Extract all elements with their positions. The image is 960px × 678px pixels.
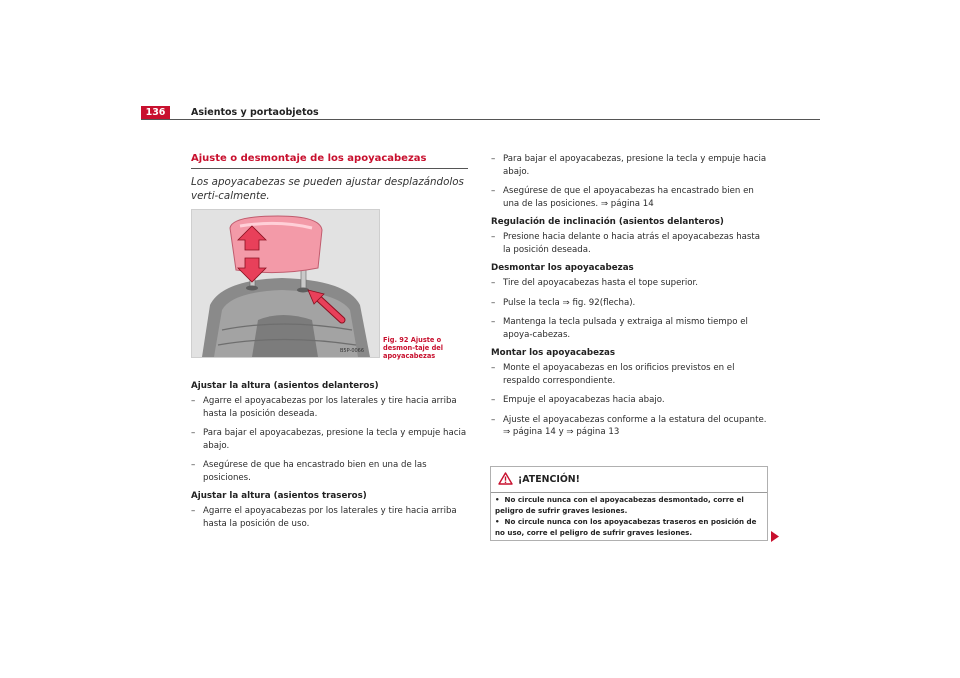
list-item: – Monte el apoyacabezas en los orificios previstos en el respaldo correspondiente. <box>491 363 735 386</box>
list-item: – Empuje el apoyacabezas hacia abajo. <box>491 395 665 405</box>
subheading-front-height: Ajustar la altura (asientos delanteros) <box>191 381 379 391</box>
subheading-rear-height: Ajustar la altura (asientos traseros) <box>191 491 367 501</box>
warning-title: ¡ATENCIÓN! <box>518 474 580 485</box>
list-item: – Asegúrese de que el apoyacabezas ha encastrado bien en una de las posiciones. ⇒ página 14 <box>491 186 754 209</box>
list-item: – Pulse la tecla ⇒ fig. 92(flecha). <box>491 297 636 308</box>
list-item: – Mantenga la tecla pulsada y extraiga al mismo tiempo el apoya-cabezas. <box>491 317 748 340</box>
headrest-illustration <box>191 209 380 358</box>
figure-code: B5P-0066 <box>340 348 365 354</box>
continue-arrow-icon <box>770 531 780 542</box>
running-header: Asientos y portaobjetos <box>191 107 319 118</box>
list-item: – Asegúrese de que ha encastrado bien en una de las posiciones. <box>191 460 427 483</box>
list-item: – Presione hacia delante o hacia atrás el apoyacabezas hasta la posición deseada. <box>491 232 761 255</box>
warning-triangle-icon <box>498 472 513 485</box>
list-item: – Para bajar el apoyacabezas, presione la tecla y empuje hacia abajo. <box>191 428 467 451</box>
list-item: – Ajuste el apoyacabezas conforme a la estatura del ocupante. ⇒ página 14 y ⇒ página 13 <box>491 414 767 437</box>
warning-item: • No circule nunca con los apoyacabezas traseros en posición de no uso, corre el peligro de sufrir graves lesiones. <box>495 517 757 537</box>
warning-box <box>490 466 768 541</box>
list-item: – Agarre el apoyacabezas por los laterales y tire hacia arriba hasta la posición de uso. <box>191 506 457 529</box>
right-column <box>491 153 768 446</box>
figure-caption: Fig. 92 Ajuste o desmon-taje del apoyacabezas <box>383 336 444 360</box>
page-number: 136 <box>141 106 170 120</box>
left-column <box>191 153 468 537</box>
list-item: – Para bajar el apoyacabezas, presione la tecla y empuje hacia abajo. <box>491 154 767 177</box>
list-item: – Tire del apoyacabezas hasta el tope superior. <box>491 278 699 288</box>
subheading-inclination: Regulación de inclinación (asientos delanteros) <box>491 217 724 227</box>
subheading-install: Montar los apoyacabezas <box>491 348 616 358</box>
header-rule <box>141 119 820 120</box>
figure <box>191 209 468 359</box>
warning-item: • No circule nunca con el apoyacabezas desmontado, corre el peligro de sufrir graves lesiones. <box>495 495 744 515</box>
warning-header <box>491 467 767 493</box>
subheading-remove: Desmontar los apoyacabezas <box>491 263 634 273</box>
list-item: – Agarre el apoyacabezas por los laterales y tire hacia arriba hasta la posición deseada. <box>191 396 457 419</box>
headrest-drawing <box>192 210 379 357</box>
section-title: Ajuste o desmontaje de los apoyacabezas <box>191 153 468 169</box>
section-intro: Los apoyacabezas se pueden ajustar desplazándolos verti-calmente. <box>191 176 464 202</box>
